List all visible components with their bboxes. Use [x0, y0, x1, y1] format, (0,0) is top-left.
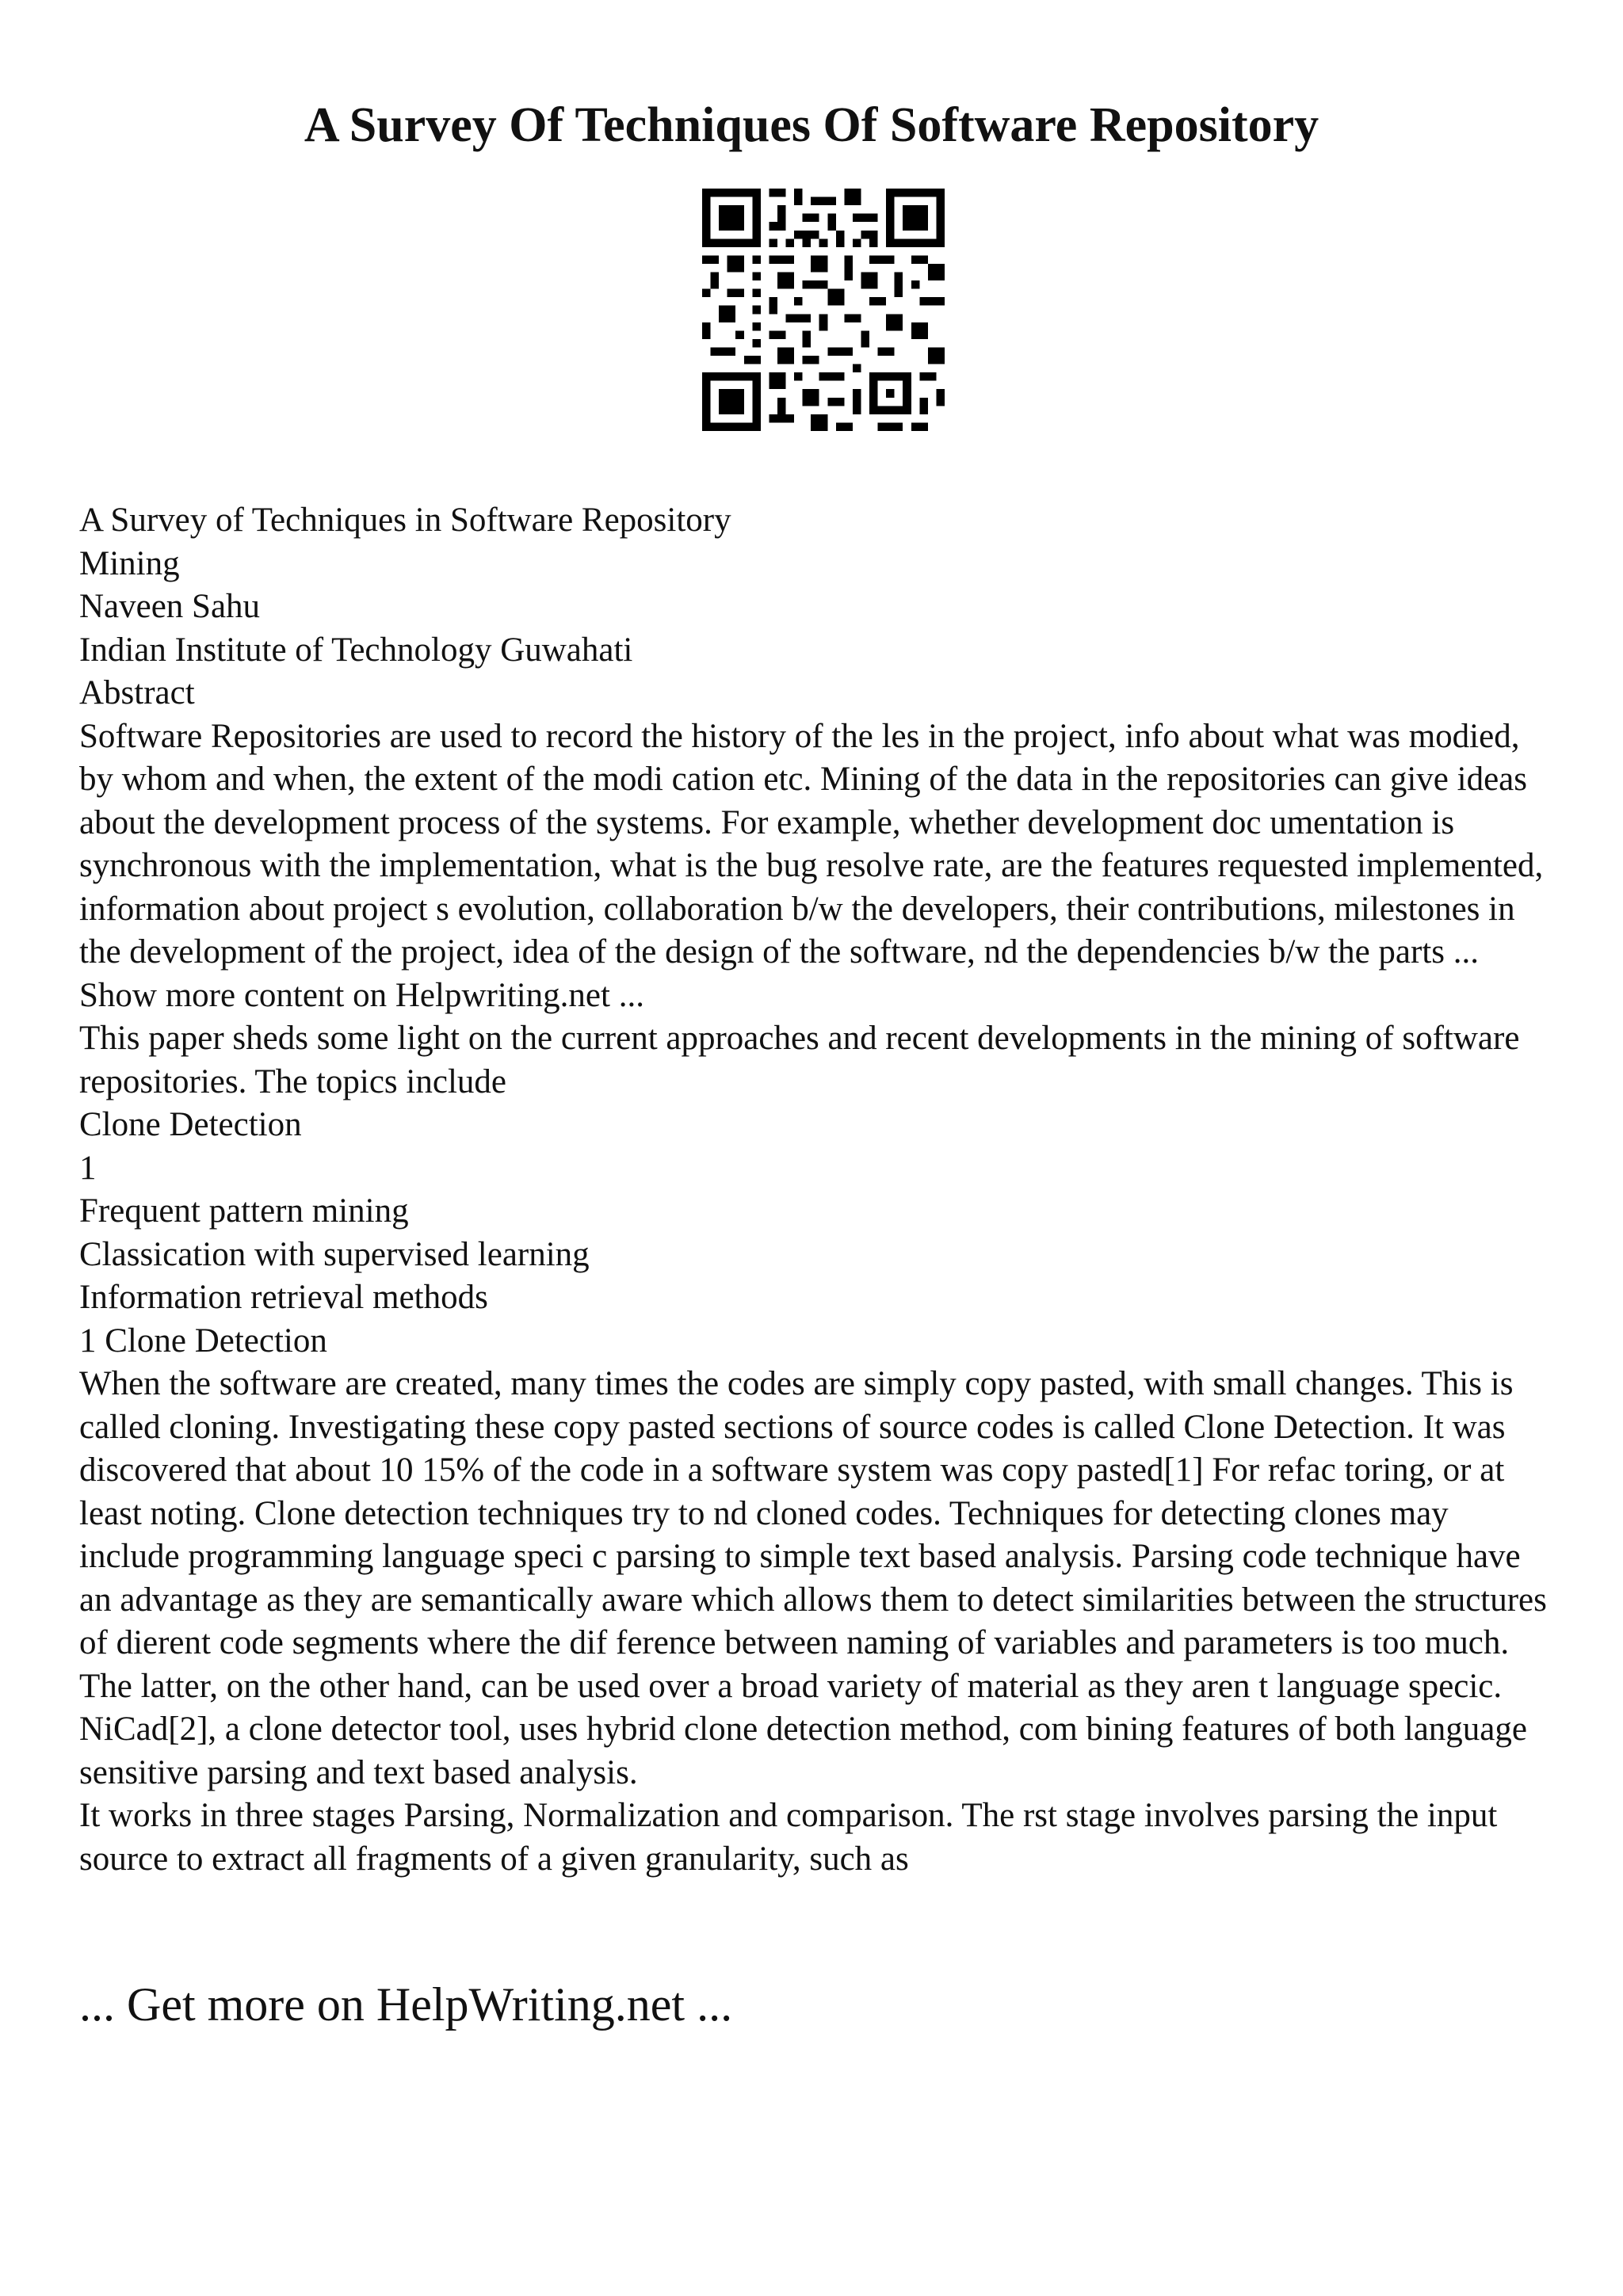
- abstract-heading: Abstract: [79, 674, 195, 711]
- page-number: 1: [79, 1149, 97, 1187]
- topic-item: Classication with supervised learning: [79, 1235, 590, 1273]
- document-title: A Survey Of Techniques Of Software Repository: [304, 98, 1319, 152]
- author-affiliation: Indian Institute of Technology Guwahati: [79, 631, 633, 669]
- stages-paragraph: It works in three stages Parsing, Normalization and comparison. The rst stage involves parsing the input source to extract all fragments of a given granularity, such as: [79, 1797, 1498, 1878]
- topic-item: Information retrieval methods: [79, 1279, 488, 1316]
- qr-code-icon: [702, 189, 945, 431]
- abstract-paragraph: Software Repositories are used to record the history of the les in the project, info about what was modied, by whom and when, the extent of the modi cation etc. Mining of the data in the repositories can give ideas about the development process of the systems. For example, whether development doc umentation is synchronous with the implementation, what is the bug resolve rate, are the features requested implemented, information about project s evolution, collaboration b/w the developers, their contributions, milestones in the development of the project, idea of the design of the software, nd the dependencies b/w the parts ... Show more content on Helpwriting.net ...: [79, 717, 1544, 1014]
- nicad-paragraph: NiCad[2], a clone detector tool, uses hybrid clone detection method, com bining features of both language sensitive parsing and text based analysis.: [79, 1711, 1527, 1791]
- clone-detection-paragraph: When the software are created, many times the codes are simply copy pasted, with small changes. This is called cloning. Investigating these copy pasted sections of source codes is called Clone Detection. It was discovered that about 10 15% of the code in a software system was copy pasted[1] For refac toring, or at least noting. Clone detection techniques try to nd cloned codes. Techniques for detecting clones may include programming language speci c parsing to simple text based analysis. Parsing code technique have an advantage as they are semantically aware which allows them to detect similarities between the structures of dierent code segments where the dif ference between naming of variables and parameters is too much. The latter, on the other hand, can be used over a broad variety of material as they aren t language specic.: [79, 1365, 1547, 1705]
- topic-item: Frequent pattern mining: [79, 1192, 409, 1230]
- section-heading: 1 Clone Detection: [79, 1322, 327, 1360]
- document-body: [79, 499, 1553, 1881]
- get-more-link[interactable]: ... Get more on HelpWriting.net ...: [79, 1978, 733, 2031]
- author-name: Naveen Sahu: [79, 588, 261, 625]
- paper-title-line: Mining: [79, 544, 180, 582]
- paper-title-line: A Survey of Techniques in Software Repository: [79, 502, 731, 539]
- topic-item: Clone Detection: [79, 1106, 302, 1143]
- intro-paragraph: This paper sheds some light on the current approaches and recent developments in the mining of software repositories. The topics include: [79, 1020, 1520, 1100]
